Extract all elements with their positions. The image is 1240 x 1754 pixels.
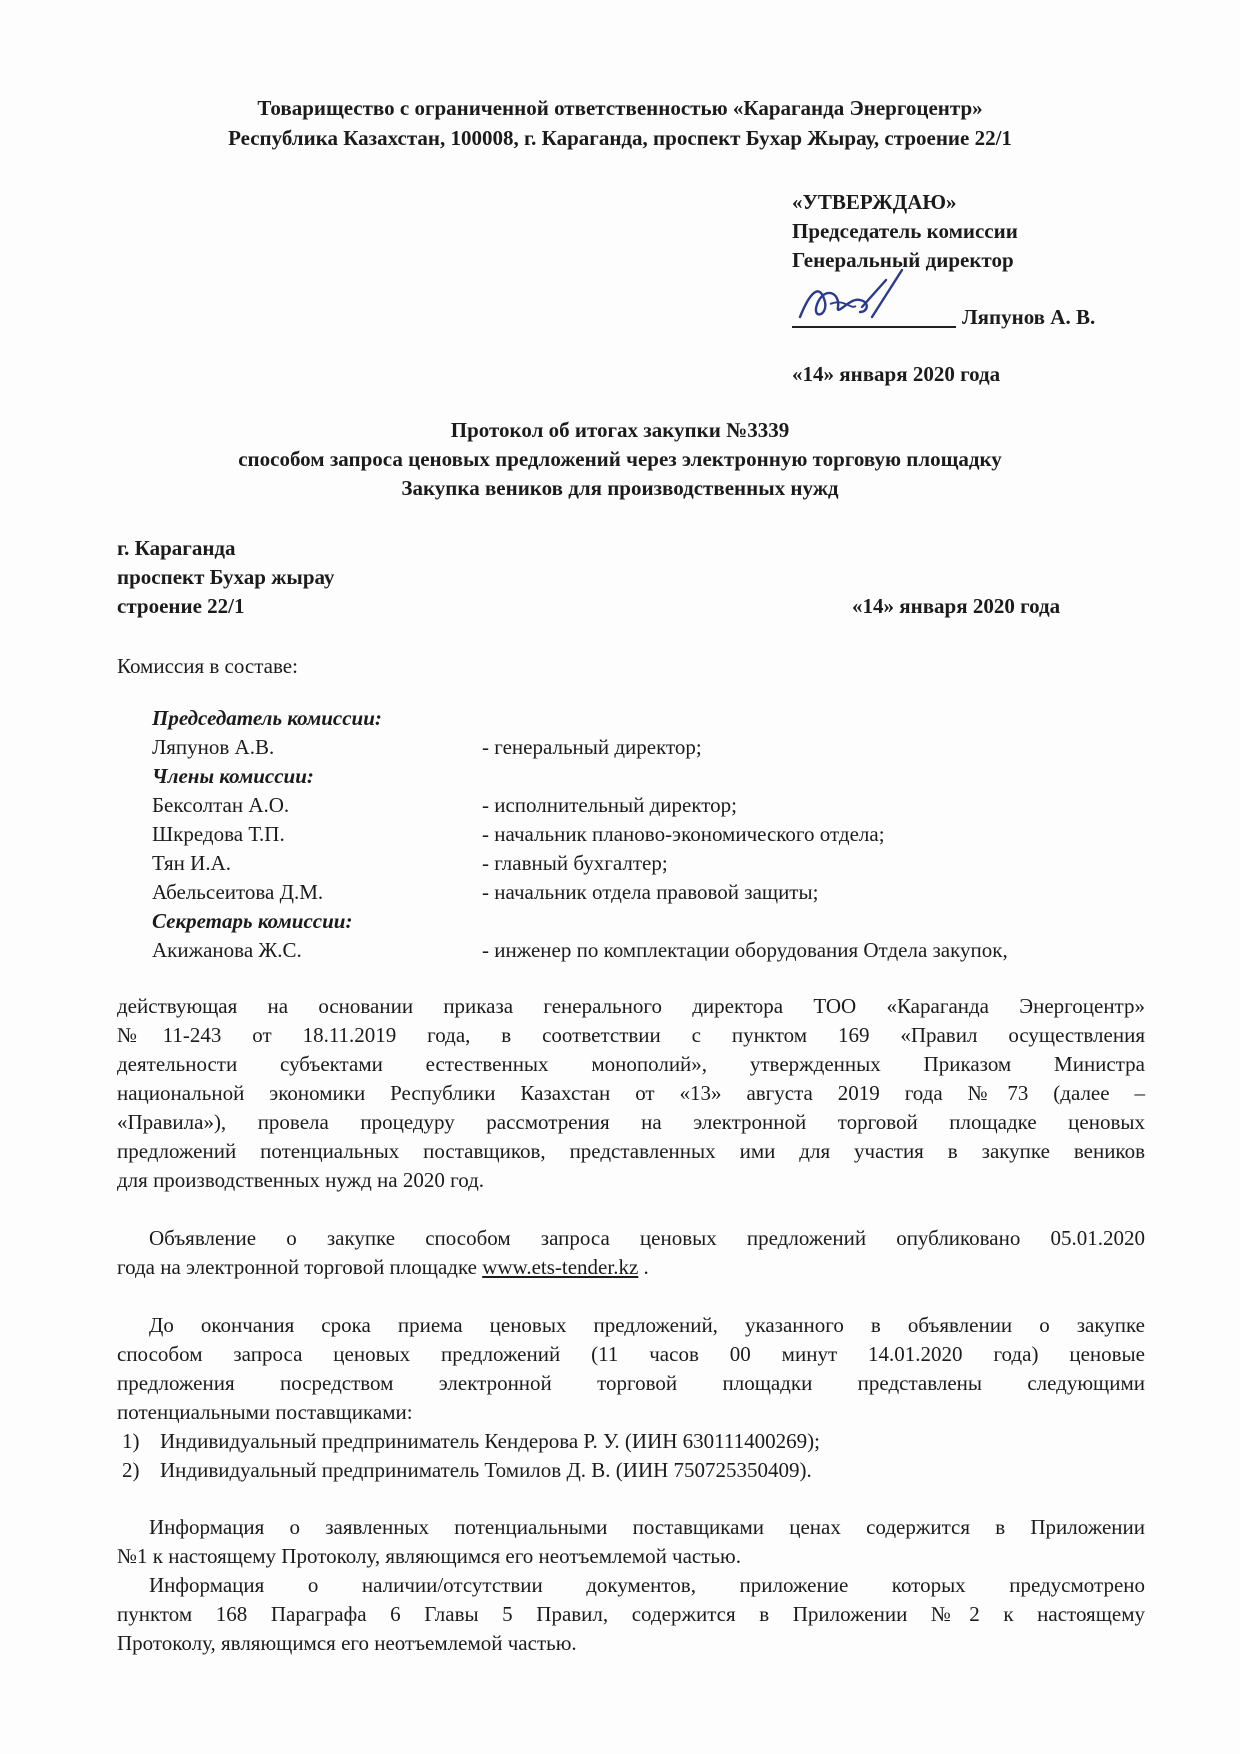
member-name: Тян И.А. <box>152 851 232 875</box>
protocol-method: способом запроса ценовых предложений через электронную торговую площадку <box>238 447 1002 471</box>
place-building: строение 22/1 <box>117 594 245 618</box>
paragraph-line: Объявление о закупке способом запроса ценовых предложений опубликовано 05.01.2020 <box>149 1226 1145 1250</box>
protocol-date: «14» января 2020 года <box>852 594 1061 618</box>
signature-line <box>792 326 956 328</box>
supplier-item: Индивидуальный предприниматель Томилов Д. В. (ИИН 750725350409). <box>160 1458 812 1482</box>
announcement-paragraph <box>117 1224 1145 1282</box>
paragraph-line: деятельности субъектами естественных монополий», утвержденных Приказом Министра <box>117 1052 1145 1076</box>
paragraph-line: предложения посредством электронной торговой площадки представлены следующими <box>117 1371 1145 1395</box>
signature-image <box>790 262 970 332</box>
approver-title-director: Генеральный директор <box>792 248 1014 272</box>
paragraph-line: Информация о наличии/отсутствии документов, приложение которых предусмотрено <box>149 1573 1145 1597</box>
place-city: г. Караганда <box>117 536 236 560</box>
chair-name: Ляпунов А.В. <box>152 735 275 759</box>
member-position: - начальник отдела правовой защиты; <box>482 880 819 904</box>
secretary-role: Секретарь комиссии: <box>152 909 353 933</box>
company-name: Товарищество с ограниченной ответственностью «Караганда Энергоцентр» <box>257 96 983 120</box>
paragraph-line: национальной экономики Республики Казахстан от «13» августа 2019 года №73 (далее – <box>117 1081 1145 1105</box>
approver-title-chairman: Председатель комиссии <box>792 219 1018 243</box>
paragraph-line <box>117 1253 1145 1282</box>
ets-tender-link[interactable]: www.ets-tender.kz <box>482 1255 639 1279</box>
member-name: Бексолтан А.О. <box>152 793 290 817</box>
paragraph-line: До окончания срока приема ценовых предложений, указанного в объявлении о закупке <box>149 1313 1145 1337</box>
member-position: - исполнительный директор; <box>482 793 738 817</box>
chair-role: Председатель комиссии: <box>152 706 382 730</box>
member-position: - начальник планово-экономического отдела; <box>482 822 885 846</box>
deadline-paragraph <box>117 1311 1145 1427</box>
paragraph-line: действующая на основании приказа генерального директора ТОО «Караганда Энергоцентр» <box>117 994 1145 1018</box>
chair-position: - генеральный директор; <box>482 735 702 759</box>
supplier-number: 1) <box>122 1429 140 1453</box>
paragraph-line: Протоколу, являющимся его неотъемлемой частью. <box>117 1631 577 1655</box>
supplier-number: 2) <box>122 1458 140 1482</box>
member-position: - главный бухгалтер; <box>482 851 668 875</box>
members-role: Члены комиссии: <box>152 764 314 788</box>
approval-date: «14» января 2020 года <box>792 362 1001 386</box>
line-suffix: . <box>638 1255 649 1279</box>
paragraph-line: для производственных нужд на 2020 год. <box>117 1168 485 1192</box>
paragraph-line: №1 к настоящему Протоколу, являющимся его неотъемлемой частью. <box>117 1544 741 1568</box>
paragraph-line: способом запроса ценовых предложений (11 часов 00 минут 14.01.2020 года) ценовые <box>117 1342 1145 1366</box>
place-street: проспект Бухар жырау <box>117 565 335 589</box>
paragraph-line: «Правила»), провела процедуру рассмотрения на электронной торговой площадке ценовых <box>117 1110 1145 1134</box>
paragraph-line: предложений потенциальных поставщиков, представленных ими для участия в закупке веников <box>117 1139 1145 1163</box>
supplier-item: Индивидуальный предприниматель Кендерова Р. У. (ИИН 630111400269); <box>160 1429 820 1453</box>
secretary-name: Акижанова Ж.С. <box>152 938 302 962</box>
approver-name: Ляпунов А. В. <box>962 305 1096 329</box>
secretary-position: - инженер по комплектации оборудования Отдела закупок, <box>482 938 1008 962</box>
prices-paragraph <box>117 1513 1145 1571</box>
company-address: Республика Казахстан, 100008, г. Караганда, проспект Бухар Жырау, строение 22/1 <box>228 126 1012 150</box>
member-name: Шкредова Т.П. <box>152 822 285 846</box>
documents-paragraph <box>117 1571 1145 1658</box>
basis-paragraph <box>117 992 1145 1195</box>
commission-intro: Комиссия в составе: <box>117 654 298 678</box>
approve-label: «УТВЕРЖДАЮ» <box>792 190 957 214</box>
paragraph-line: №11-243 от 18.11.2019 года, в соответствии с пунктом 169 «Правил осуществления <box>117 1023 1145 1047</box>
paragraph-line: пунктом 168 Параграфа 6 Главы 5 Правил, содержится в Приложении №2 к настоящему <box>117 1602 1145 1626</box>
protocol-title: Протокол об итогах закупки №3339 <box>450 418 790 442</box>
protocol-subject: Закупка веников для производственных нужд <box>401 476 839 500</box>
paragraph-line: Информация о заявленных потенциальными поставщиками ценах содержится в Приложении <box>149 1515 1145 1539</box>
member-name: Абельсеитова Д.М. <box>152 880 324 904</box>
paragraph-line: потенциальными поставщиками: <box>117 1400 413 1424</box>
line-prefix: года на электронной торговой площадке <box>117 1255 483 1279</box>
